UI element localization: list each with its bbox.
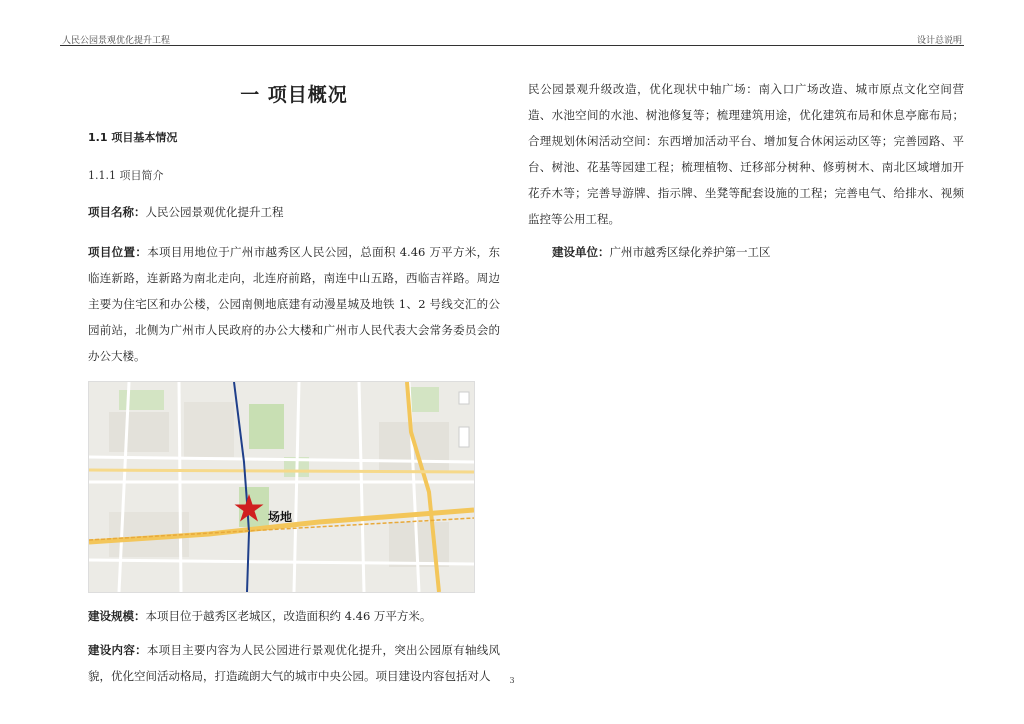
subsection-heading: 1.1.1 项目简介 bbox=[88, 169, 164, 182]
scale-text: 本项目位于越秀区老城区，改造面积约 4.46 万平方米。 bbox=[145, 609, 432, 623]
builder-text: 广州市越秀区绿化养护第一工区 bbox=[609, 245, 771, 259]
running-header-left: 人民公园景观优化提升工程 bbox=[62, 36, 171, 46]
header-rule bbox=[60, 45, 964, 46]
location-map bbox=[88, 381, 475, 593]
builder-paragraph bbox=[528, 244, 964, 260]
project-name-paragraph bbox=[88, 199, 500, 225]
project-name-text: 人民公园景观优化提升工程 bbox=[145, 205, 284, 219]
project-name-label: 项目名称： bbox=[88, 205, 146, 219]
right-column bbox=[528, 76, 964, 260]
builder-label: 建设单位： bbox=[552, 245, 610, 259]
content-continued: 民公园景观升级改造，优化现状中轴广场：南入口广场改造、城市原点文化空间营造、水池空间的水池、树池修复等；梳理建筑用途，优化建筑布局和休息亭廊布局；合理规划休闲活动空间：东西增加活动平台、增加复合休闲运动区等；完善园路、平台、树池、花基等园建工程；梳理植物、迁移部分树种、修剪树木、南北区域增加开花乔木等；完善导游牌、指示牌、坐凳等配套设施的工程；完善电气、给排水、视频监控等公用工程。 bbox=[528, 82, 964, 226]
scale-label: 建设规模： bbox=[88, 609, 146, 623]
project-location-text: 本项目用地位于广州市越秀区人民公园，总面积 4.46 万平方米，东临连新路，连新路为南北走向，北连府前路，南连中山五路，西临吉祥路。周边主要为住宅区和办公楼，公园南侧地底建有动漫星城及地铁 1、2 号线交汇的公园前站，北侧为广州市人民政府的办公大楼和广州市人民代表大会常务委员会的办公大楼。 bbox=[88, 245, 501, 363]
content-label: 建设内容： bbox=[88, 643, 147, 657]
scale-paragraph bbox=[88, 603, 500, 629]
project-location-paragraph bbox=[88, 239, 500, 369]
site-label: 场地 bbox=[268, 510, 293, 524]
project-location-label: 项目位置： bbox=[88, 245, 148, 259]
left-column bbox=[88, 76, 500, 689]
page-number: 3 bbox=[509, 676, 515, 685]
chapter-title: 一 项目概况 bbox=[240, 84, 348, 106]
section-heading: 1.1 项目基本情况 bbox=[88, 131, 178, 144]
running-header-right: 设计总说明 bbox=[916, 36, 962, 46]
content-text: 本项目主要内容为人民公园进行景观优化提升，突出公园原有轴线风貌，优化空间活动格局，打造疏朗大气的城市中央公园。项目建设内容包括对人 bbox=[88, 643, 501, 683]
map-graphic bbox=[89, 382, 474, 592]
